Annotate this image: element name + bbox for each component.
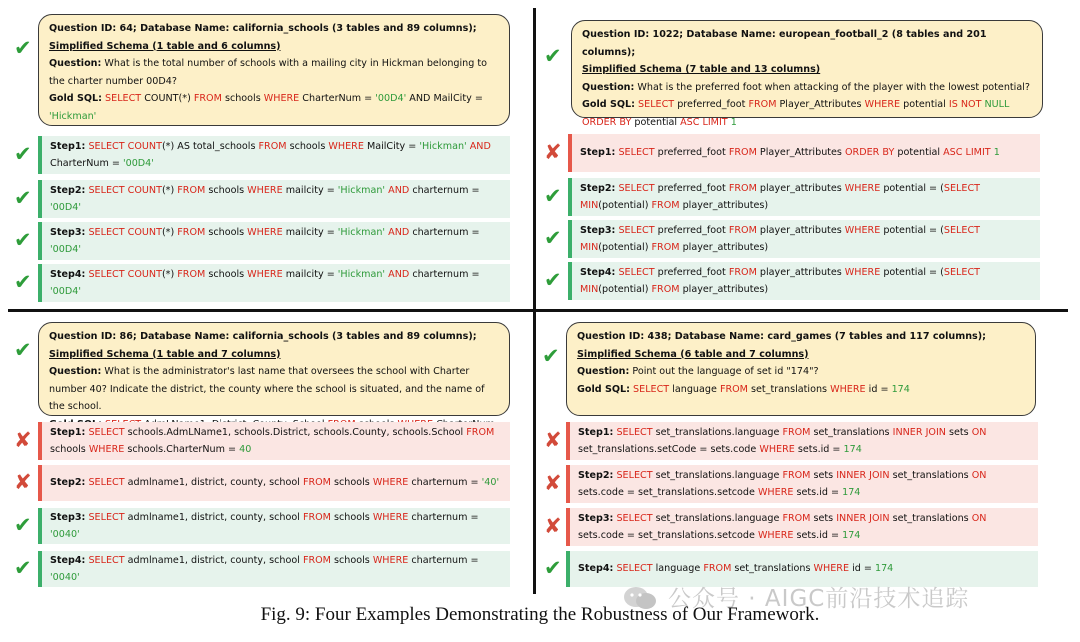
step-row — [38, 180, 510, 218]
sql-keyword: WHERE — [328, 140, 364, 152]
simplified-schema: Simplified Schema (6 table and 7 columns) — [577, 348, 809, 360]
step-row — [566, 465, 1038, 503]
sql-keyword: SELECT — [88, 477, 125, 489]
sql-keyword: FROM — [258, 140, 287, 152]
sql-keyword: SELECT — [616, 426, 653, 438]
sql-keyword: FROM — [651, 200, 680, 211]
step-check-icon: ✔ — [14, 228, 32, 252]
sql-text: schools — [330, 511, 373, 523]
simplified-schema: Simplified Schema (1 table and 7 columns) — [49, 348, 281, 360]
sql-keyword: FROM — [651, 242, 680, 253]
sql-keyword: FROM — [728, 147, 757, 159]
sql-text: preferred_foot — [654, 182, 729, 194]
step-row — [38, 465, 510, 501]
sql-literal: 'Hickman' — [419, 140, 467, 152]
step-sql — [50, 555, 479, 584]
step-sql — [578, 427, 986, 456]
step-sql — [580, 225, 980, 254]
step-check-icon: ✔ — [544, 556, 562, 580]
sql-text: sets.id = — [793, 530, 843, 541]
sql-literal: '00D4' — [50, 244, 81, 255]
sql-text: sets.code = set_translations.setcode — [578, 487, 758, 498]
sql-text: admlname1, district, county, school — [124, 477, 303, 489]
sql-keyword: SELECT — [616, 512, 653, 524]
sql-literal: 174 — [843, 444, 862, 455]
step-label: Step2: — [50, 477, 86, 489]
sql-text: player_attributes) — [679, 284, 769, 295]
step-cross-icon: ✘ — [14, 470, 32, 494]
sql-text: id = — [865, 383, 892, 395]
question-box — [571, 20, 1043, 128]
step-check-icon: ✔ — [14, 556, 32, 580]
step-sql — [616, 563, 893, 574]
simplified-schema: Simplified Schema (1 table and 6 columns) — [49, 40, 281, 52]
sql-keyword: ORDER BY — [582, 116, 632, 128]
gold-sql-label: Gold SQL: — [49, 93, 102, 104]
sql-keyword: SELECT — [88, 554, 125, 566]
sql-text: set_translations — [731, 563, 814, 575]
step-row — [568, 134, 1040, 172]
sql-keyword: WHERE — [247, 268, 283, 280]
watermark-text: 公众号 · AIGC前沿技术追踪 — [668, 586, 970, 612]
sql-text: potential — [900, 99, 949, 110]
sql-text: charternum = — [409, 268, 480, 280]
sql-text: player_attributes — [756, 266, 845, 278]
vertical-divider — [533, 8, 536, 594]
step-row — [38, 222, 510, 260]
sql-keyword: FROM — [748, 99, 777, 110]
sql-text: (potential) — [598, 200, 652, 211]
sql-keyword: SELECT COUNT — [88, 140, 162, 152]
sql-keyword: WHERE — [844, 182, 881, 194]
sql-text: language — [652, 563, 704, 575]
sql-keyword: SELECT — [618, 182, 655, 194]
step-row — [566, 422, 1038, 460]
sql-keyword: SELECT MIN — [580, 182, 981, 211]
step-check-icon: ✔ — [544, 226, 562, 250]
sql-text: schools — [50, 444, 89, 455]
question-header: Question ID: 1022; Database Name: european_football_2 (8 tables and 201 columns); — [582, 29, 987, 58]
question-check-icon: ✔ — [544, 44, 562, 68]
sql-keyword: FROM — [177, 226, 206, 238]
step-cross-icon: ✘ — [544, 471, 562, 495]
step-label: Step2: — [578, 469, 614, 481]
sql-text: COUNT(*) — [141, 93, 194, 104]
sql-text: set_translations.language — [652, 426, 783, 438]
sql-keyword: FROM — [719, 383, 748, 395]
step-sql — [50, 512, 479, 541]
sql-text: CharterNum = — [299, 93, 376, 104]
step-label: Step1: — [580, 147, 616, 159]
sql-text: schools.AdmLName1, schools.District, schools.County, schools.School — [124, 426, 467, 438]
sql-text: potential = ( — [880, 266, 944, 278]
step-label: Step4: — [578, 563, 614, 575]
sql-text: player_attributes) — [679, 200, 769, 211]
sql-literal: 174 — [891, 383, 910, 395]
sql-text: schools — [286, 140, 329, 152]
sql-keyword: SELECT — [618, 224, 655, 236]
sql-text: sets — [810, 469, 837, 481]
sql-text: schools — [221, 93, 264, 104]
sql-keyword: WHERE — [372, 554, 409, 566]
question-header: Question ID: 64; Database Name: california_schools (3 tables and 89 columns); — [49, 23, 477, 34]
sql-literal: 'Hickman' — [337, 226, 386, 238]
step-row — [568, 178, 1040, 216]
sql-keyword: WHERE — [813, 563, 850, 575]
sql-keyword: FROM — [177, 268, 206, 280]
step-sql — [618, 147, 999, 158]
sql-text: mailcity = — [282, 184, 338, 196]
sql-keyword: FROM — [193, 93, 222, 104]
sql-keyword: FROM — [177, 184, 206, 196]
question-box — [566, 322, 1036, 416]
question-label: Question: — [49, 58, 102, 69]
sql-text: player_attributes — [756, 224, 845, 236]
step-row — [566, 508, 1038, 546]
step-row — [38, 136, 510, 174]
sql-text: charternum = — [409, 226, 480, 238]
sql-text: preferred_foot — [674, 99, 749, 110]
sql-text: Player_Attributes — [756, 147, 845, 159]
sql-keyword: AND — [385, 226, 410, 238]
step-sql — [580, 267, 980, 296]
step-check-icon: ✔ — [14, 270, 32, 294]
sql-keyword: FROM — [782, 469, 811, 481]
sql-text: set_translations.setCode = sets.code — [578, 444, 760, 455]
simplified-schema: Simplified Schema (7 table and 13 columns) — [582, 64, 821, 75]
sql-text: sets.id = — [794, 444, 844, 455]
question-header: Question ID: 438; Database Name: card_games (7 tables and 117 columns); — [577, 331, 986, 342]
sql-keyword: ON — [971, 469, 987, 481]
sql-keyword: SELECT — [616, 469, 653, 481]
sql-keyword: FROM — [728, 182, 757, 194]
gold-sql — [49, 93, 483, 122]
sql-keyword: SELECT — [633, 383, 670, 395]
sql-text: potential = ( — [880, 224, 944, 236]
step-label: Step4: — [580, 266, 616, 278]
step-label: Step3: — [580, 224, 616, 236]
sql-keyword: WHERE — [757, 530, 794, 541]
sql-keyword: FROM — [466, 426, 495, 438]
sql-literal: 40 — [239, 444, 252, 455]
sql-text: preferred_foot — [654, 224, 729, 236]
sql-literal: 'Hickman' — [49, 110, 97, 122]
question-box — [38, 322, 510, 416]
question-label: Question: — [577, 366, 630, 377]
step-label: Step2: — [580, 182, 616, 194]
sql-keyword: FROM — [703, 563, 732, 575]
step-label: Step3: — [50, 511, 86, 523]
step-sql — [578, 470, 986, 499]
step-sql — [50, 227, 480, 256]
sql-text: set_translations — [810, 426, 893, 438]
sql-text: potential — [631, 116, 681, 128]
sql-keyword: SELECT — [618, 266, 655, 278]
sql-text: Player_Attributes — [776, 99, 865, 110]
sql-keyword: AND — [466, 140, 491, 152]
sql-keyword: WHERE — [372, 477, 409, 489]
sql-literal: '00D4' — [50, 202, 81, 213]
sql-keyword: INNER JOIN — [836, 469, 890, 481]
sql-literal: '00D4' — [122, 158, 154, 169]
sql-keyword: FROM — [302, 511, 331, 523]
sql-text: charternum = — [408, 477, 482, 489]
step-check-icon: ✔ — [14, 142, 32, 166]
sql-text: schools — [330, 477, 373, 489]
sql-text: potential = ( — [880, 182, 944, 194]
question-check-icon: ✔ — [542, 344, 560, 368]
sql-keyword: WHERE — [247, 226, 283, 238]
step-sql — [50, 269, 480, 298]
sql-keyword: ASC LIMIT — [680, 116, 728, 128]
sql-text: set_translations — [747, 383, 831, 395]
sql-text: MailCity = — [363, 140, 420, 152]
sql-text: (*) — [161, 268, 178, 280]
step-sql — [88, 477, 499, 488]
step-label: Step4: — [50, 554, 86, 566]
sql-literal: 'Hickman' — [337, 268, 386, 280]
sql-keyword: WHERE — [759, 444, 795, 455]
sql-text: sets.code = set_translations.setcode — [578, 530, 758, 541]
sql-text: charternum = — [409, 184, 480, 196]
question-label: Question: — [49, 366, 102, 377]
sql-text: sets.id = — [793, 487, 843, 498]
step-label: Step2: — [50, 184, 86, 196]
gold-sql — [582, 99, 1009, 128]
sql-keyword: FROM — [302, 477, 331, 489]
gold-sql — [633, 384, 910, 395]
sql-text: (potential) — [598, 284, 652, 295]
sql-text: sets — [810, 512, 837, 524]
sql-text: schools — [330, 554, 373, 566]
sql-keyword: SELECT — [88, 426, 125, 438]
step-row — [568, 262, 1040, 300]
sql-text: admlname1, district, county, school — [124, 511, 303, 523]
step-check-icon: ✔ — [14, 186, 32, 210]
sql-keyword: SELECT COUNT — [88, 184, 162, 196]
question-box — [38, 14, 510, 126]
step-row — [38, 508, 510, 544]
sql-keyword: INNER JOIN — [892, 426, 946, 438]
gold-sql-label: Gold SQL: — [577, 383, 630, 395]
sql-keyword: FROM — [728, 266, 757, 278]
sql-keyword: WHERE — [88, 444, 125, 455]
sql-text: schools — [205, 184, 248, 196]
step-cross-icon: ✘ — [14, 428, 32, 452]
sql-keyword: FROM — [782, 512, 811, 524]
step-row — [568, 220, 1040, 258]
sql-keyword: SELECT — [105, 93, 142, 104]
step-label: Step1: — [578, 426, 614, 438]
step-check-icon: ✔ — [544, 184, 562, 208]
sql-text: schools — [205, 268, 248, 280]
sql-text: preferred_foot — [654, 266, 729, 278]
step-cross-icon: ✘ — [544, 514, 562, 538]
step-sql — [580, 183, 980, 212]
step-label: Step3: — [578, 512, 614, 524]
question-text: What is the total number of schools with a mailing city in Hickman belonging to the charter number 00D4? — [49, 58, 488, 87]
sql-text: set_translations.language — [652, 512, 783, 524]
sql-text: (potential) — [598, 242, 652, 253]
sql-keyword: AND — [385, 184, 410, 196]
sql-keyword: SELECT MIN — [580, 266, 981, 295]
sql-text: id = — [849, 563, 875, 575]
sql-text: charternum = — [408, 511, 479, 523]
question-text: What is the administrator's last name that oversees the school with Charter number 40? Indicate the district, the county where the school is situated, and the name of the school. — [49, 366, 485, 412]
sql-text: player_attributes) — [679, 242, 769, 253]
sql-text: (*) — [161, 226, 178, 238]
sql-literal: 1 — [990, 147, 1000, 159]
sql-text: charternum = — [408, 554, 479, 566]
sql-keyword: WHERE — [372, 511, 409, 523]
sql-keyword: WHERE — [247, 184, 283, 196]
sql-keyword: FROM — [782, 426, 811, 438]
step-cross-icon: ✘ — [544, 428, 562, 452]
sql-keyword: WHERE — [830, 383, 866, 395]
sql-keyword: WHERE — [757, 487, 794, 498]
sql-text: schools — [205, 226, 248, 238]
gold-sql-label: Gold SQL: — [582, 99, 635, 110]
sql-literal: 174 — [874, 563, 894, 575]
sql-text: preferred_foot — [654, 147, 729, 159]
question-text: Point out the language of set id "174"? — [632, 366, 819, 377]
sql-keyword: ON — [971, 512, 987, 524]
step-check-icon: ✔ — [14, 513, 32, 537]
sql-keyword: ORDER BY — [845, 147, 895, 159]
sql-text: CharterNum = — [50, 158, 123, 169]
sql-literal: '40' — [481, 477, 500, 489]
sql-keyword: IS NOT — [948, 99, 982, 110]
sql-keyword: INNER JOIN — [836, 512, 890, 524]
sql-text: mailcity = — [282, 268, 338, 280]
sql-keyword: WHERE — [263, 93, 300, 104]
sql-keyword: FROM — [728, 224, 757, 236]
step-sql — [50, 185, 480, 214]
step-row — [38, 551, 510, 587]
step-row — [38, 264, 510, 302]
sql-text: sets — [945, 426, 972, 438]
sql-keyword: SELECT — [638, 99, 675, 110]
sql-keyword: AND — [385, 268, 410, 280]
question-label: Question: — [582, 81, 635, 93]
question-header: Question ID: 86; Database Name: california_schools (3 tables and 89 columns); — [49, 331, 477, 342]
sql-text: set_translations — [889, 469, 972, 481]
sql-keyword: WHERE — [844, 224, 881, 236]
step-check-icon: ✔ — [544, 268, 562, 292]
sql-literal: 'Hickman' — [337, 184, 386, 196]
sql-text: (*) AS total_schools — [161, 140, 259, 152]
sql-text: admlname1, district, county, school — [124, 554, 303, 566]
horizontal-divider — [8, 309, 1068, 312]
sql-literal: 1 — [727, 116, 737, 128]
step-row — [38, 422, 510, 460]
sql-literal: '00D4' — [375, 93, 407, 104]
figure-caption: Fig. 9: Four Examples Demonstrating the Robustness of Our Framework. — [260, 604, 820, 625]
step-sql — [578, 513, 986, 542]
sql-text: player_attributes — [756, 182, 845, 194]
sql-keyword: SELECT — [618, 147, 655, 159]
sql-keyword: FROM — [651, 284, 680, 295]
sql-text: language — [669, 383, 720, 395]
sql-text: (*) — [161, 184, 178, 196]
sql-literal: '0040' — [50, 572, 80, 583]
step-sql — [50, 427, 494, 456]
sql-keyword: ASC LIMIT — [943, 147, 991, 159]
sql-keyword: WHERE — [844, 266, 881, 278]
sql-text: potential — [894, 147, 944, 159]
step-label: Step1: — [50, 140, 86, 152]
sql-text: AND MailCity = — [406, 93, 483, 104]
sql-literal: 174 — [842, 530, 861, 541]
step-label: Step1: — [50, 426, 86, 438]
step-label: Step3: — [50, 226, 86, 238]
sql-literal: '0040' — [50, 529, 80, 540]
sql-literal: '00D4' — [50, 286, 81, 297]
sql-keyword: SELECT COUNT — [88, 226, 162, 238]
sql-text: mailcity = — [282, 226, 338, 238]
sql-text: schools.CharterNum = — [124, 444, 240, 455]
sql-keyword: WHERE — [864, 99, 901, 110]
sql-keyword: SELECT COUNT — [88, 268, 162, 280]
sql-literal: 174 — [842, 487, 861, 498]
sql-text: set_translations.language — [652, 469, 783, 481]
step-sql — [50, 141, 491, 170]
question-check-icon: ✔ — [14, 338, 32, 362]
sql-keyword: FROM — [302, 554, 331, 566]
question-text: What is the preferred foot when attacking of the player with the lowest potential? — [637, 81, 1030, 93]
sql-literal: NULL — [981, 99, 1010, 110]
step-label: Step4: — [50, 268, 86, 280]
sql-text: set_translations — [889, 512, 972, 524]
question-check-icon: ✔ — [14, 36, 32, 60]
sql-keyword: ON — [971, 426, 987, 438]
step-cross-icon: ✘ — [544, 140, 562, 164]
sql-keyword: SELECT — [88, 511, 125, 523]
sql-keyword: SELECT — [616, 563, 653, 575]
sql-keyword: SELECT MIN — [580, 224, 981, 253]
